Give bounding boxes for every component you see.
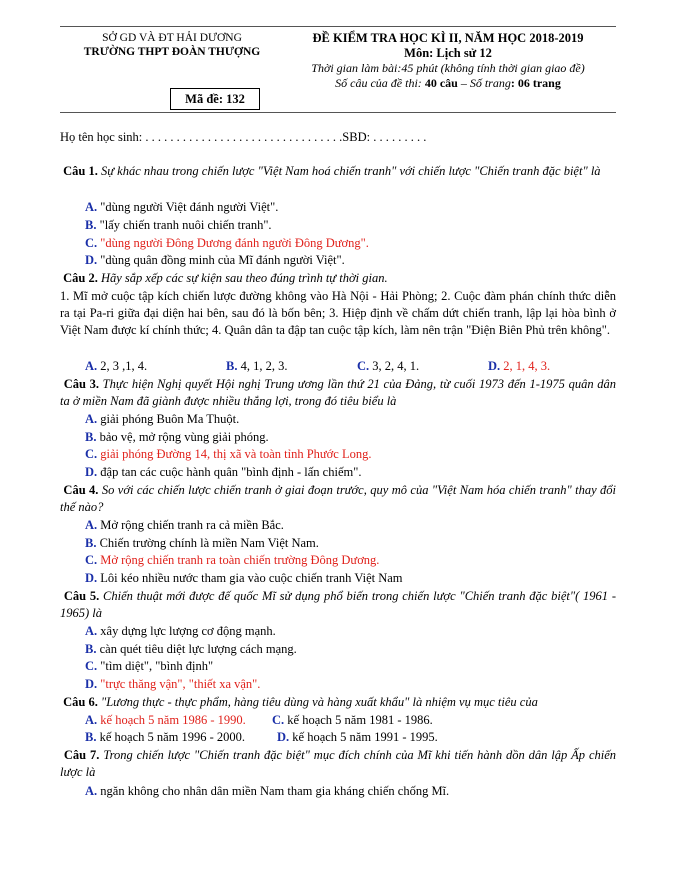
option-3b: B. bảo vệ, mở rộng vùng giải phóng. (85, 430, 269, 444)
question-number: Câu 7. (63, 748, 100, 762)
question-number: Câu 5. (63, 589, 100, 603)
option-3d: D. đập tan các cuộc hành quân "bình định - lấn chiếm". (85, 465, 362, 479)
question-text: Sự khác nhau trong chiến lược "Việt Nam hoá chiến tranh" với chiến lược "Chiến tranh đặc biệt" là (100, 164, 601, 178)
question-number: Câu 1. (63, 164, 98, 178)
option-2a: A. 2, 3 ,1, 4. (85, 359, 148, 373)
option-6b: B. kế hoạch 5 năm 1996 - 2000. (85, 730, 246, 744)
question-number: Câu 2. (63, 271, 98, 285)
time-line: Thời gian làm bài:45 phút (không tính thời gian giao đề) (311, 61, 585, 75)
option-5a: A. xây dựng lực lượng cơ động mạnh. (85, 624, 276, 638)
option-6c: C. kế hoạch 5 năm 1981 - 1986. (272, 713, 433, 727)
student-info-line: Họ tên học sinh: . . . . . . . . . . . . . . . . . . . . . . . . . . . . . . . .SBD: . . . . . . . . . (60, 130, 427, 144)
question-2-body: 1. Mĩ mở cuộc tập kích chiến lược đường không vào Hà Nội - Hải Phòng; 2. Cuộc đàm phán chính thức diễn ra tại Pa-ri giữa đại diện hai bên, sau đó là bốn bên; 3. Hiệp định về chấm dứt chiến tranh, lập lại hòa bình ở Việt Nam được kí chính thức; 4. Quân dân ta đập tan cuộc tập kích, làm nên trận "Điện Biên Phủ trên không". (60, 289, 616, 337)
option-5d: D. "trực thăng vận", "thiết xa vận". (85, 677, 261, 691)
question-3 (60, 376, 616, 410)
option-2d: D. 2, 1, 4, 3. (488, 359, 551, 373)
question-6 (60, 694, 616, 711)
option-6a: A. kế hoạch 5 năm 1986 - 1990. (85, 713, 246, 727)
question-number: Câu 6. (63, 695, 98, 709)
exam-info-block (276, 31, 620, 91)
exam-code-box: Mã đề: 132 (170, 88, 260, 110)
top-rule (60, 26, 616, 27)
exam-title: ĐỀ KIỂM TRA HỌC KÌ II, NĂM HỌC 2018-2019 (312, 31, 584, 45)
option-6d: D. kế hoạch 5 năm 1991 - 1995. (277, 730, 438, 744)
option-4d: D. Lôi kéo nhiều nước tham gia vào cuộc chiến tranh Việt Nam (85, 571, 403, 585)
question-5 (60, 588, 616, 622)
option-1b: B. "lấy chiến tranh nuôi chiến tranh". (85, 218, 272, 232)
option-4b: B. Chiến trường chính là miền Nam Việt Nam. (85, 536, 319, 550)
school-name: TRƯỜNG THPT ĐOÀN THƯỢNG (83, 46, 261, 58)
option-3a: A. giải phóng Buôn Ma Thuột. (85, 412, 240, 426)
option-4a: A. Mở rộng chiến tranh ra cả miền Bắc. (85, 518, 284, 532)
question-number: Câu 4. (63, 483, 99, 497)
option-2c: C. 3, 2, 4, 1. (357, 359, 420, 373)
option-1c: C. "dùng người Đông Dương đánh người Đông Dương". (85, 236, 369, 250)
option-5c: C. "tìm diệt", "bình định" (85, 659, 214, 673)
option-1d: D. "dùng quân đồng minh của Mĩ đánh người Việt". (85, 253, 345, 267)
count-line: Số câu của đề thi: 40 câu – Số trang: 06 trang (335, 76, 561, 90)
question-text: Chiến thuật mới được đế quốc Mĩ sử dụng phổ biến trong chiến lược "Chiến tranh đặc biệt"( 1961 - 1965) là (60, 589, 617, 620)
option-3c: C. giải phóng Đường 14, thị xã và toàn tỉnh Phước Long. (85, 447, 372, 461)
issuer-block (72, 31, 272, 59)
department-name: SỞ GD VÀ ĐT HẢI DƯƠNG (102, 32, 242, 44)
question-text: "Lương thực - thực phẩm, hàng tiêu dùng và hàng xuất khẩu" là nhiệm vụ mục tiêu của (100, 695, 538, 709)
question-text: Trong chiến lược "Chiến tranh đặc biệt" mục đích chính của Mĩ khi tiến hành dồn dân lập Ấp chiến lược là (60, 748, 617, 779)
option-2b: B. 4, 1, 2, 3. (226, 359, 288, 373)
question-4 (60, 482, 616, 516)
option-4c: C. Mở rộng chiến tranh ra toàn chiến trường Đông Dương. (85, 553, 380, 567)
subject-line: Môn: Lịch sử 12 (404, 46, 492, 60)
question-7 (60, 747, 616, 781)
option-1a: A. "dùng người Việt đánh người Việt". (85, 200, 279, 214)
question-number: Câu 3. (63, 377, 99, 391)
question-text: So với các chiến lược chiến tranh ở giai đoạn trước, quy mô của "Việt Nam hóa chiến tranh" thay đổi thế nào? (60, 483, 617, 514)
question-1 (60, 163, 616, 180)
header-bottom-rule (60, 112, 616, 113)
option-7a: A. ngăn không cho nhân dân miền Nam tham gia kháng chiến chống Mĩ. (85, 784, 450, 798)
option-5b: B. càn quét tiêu diệt lực lượng cách mạng. (85, 642, 297, 656)
question-text: Hãy sắp xếp các sự kiện sau theo đúng trình tự thời gian. (100, 271, 388, 285)
question-text: Thực hiện Nghị quyết Hội nghị Trung ương lần thứ 21 của Đảng, từ cuối 1973 đến 1-1975 quân dân ta ở miền Nam đã giành được nhiều thắng lợi, trong đó tiêu biểu là (60, 377, 616, 408)
question-2 (60, 270, 616, 287)
